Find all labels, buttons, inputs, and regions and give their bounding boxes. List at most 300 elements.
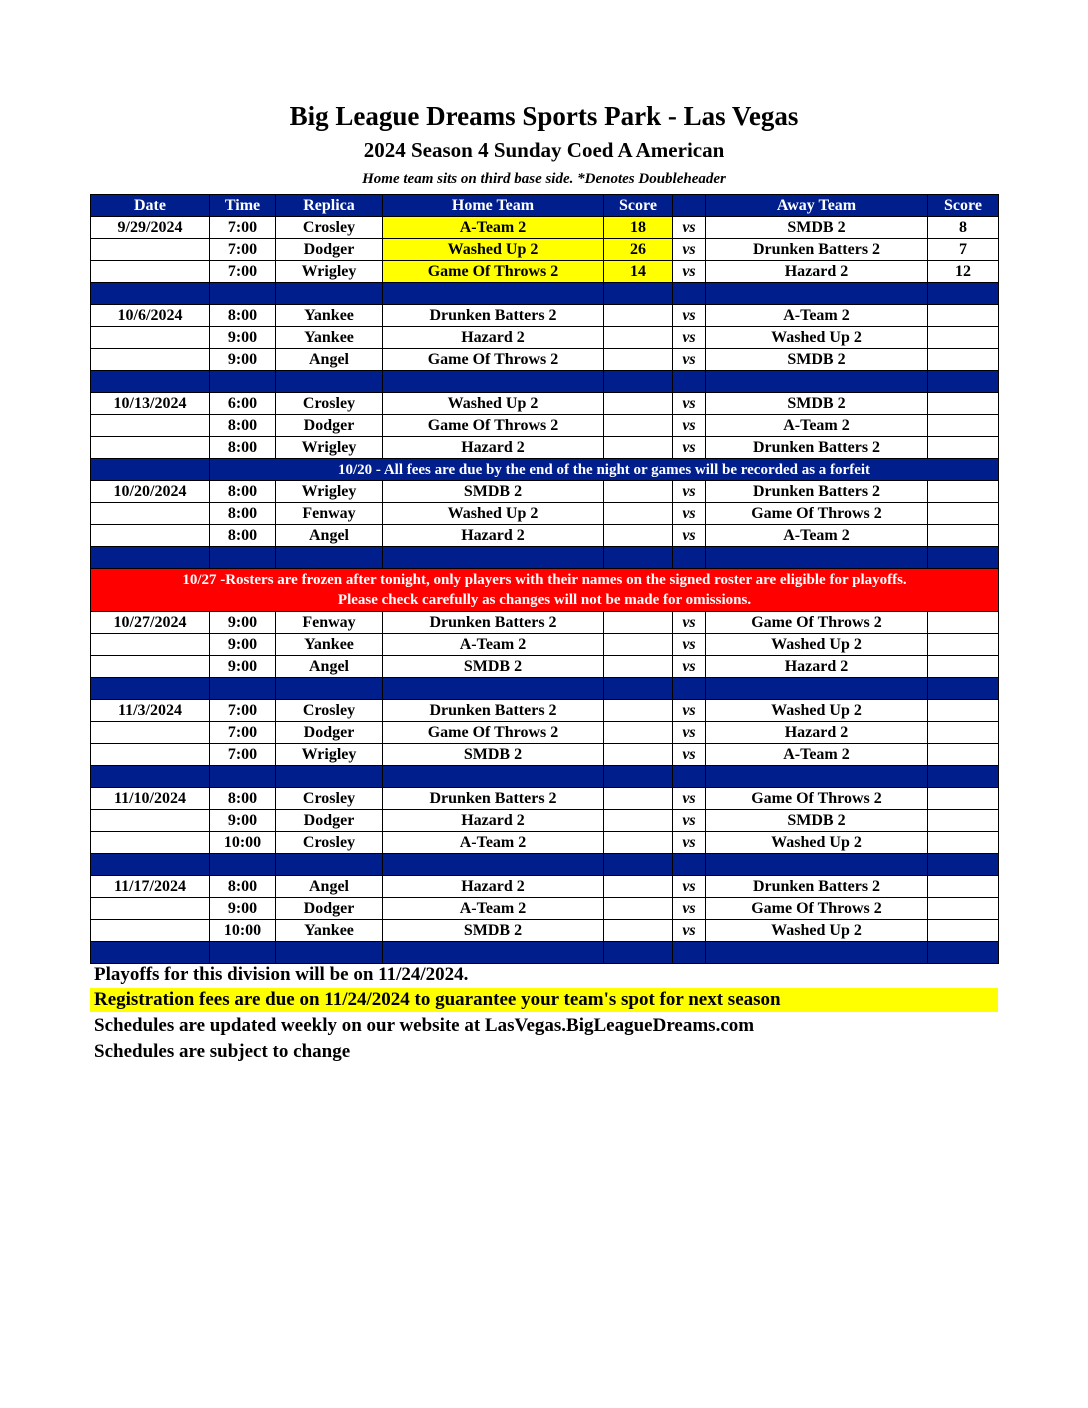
away-score <box>928 327 999 349</box>
home-team: A-Team 2 <box>383 217 604 239</box>
vs-label: vs <box>673 261 706 283</box>
game-replica-field: Crosley <box>276 832 383 854</box>
separator-row <box>91 371 999 393</box>
home-score <box>604 656 673 678</box>
home-team: Game Of Throws 2 <box>383 349 604 371</box>
home-team: Hazard 2 <box>383 437 604 459</box>
column-header-home-team: Home Team <box>383 195 604 217</box>
vs-label: vs <box>673 481 706 503</box>
away-score <box>928 305 999 327</box>
away-team: Washed Up 2 <box>706 634 928 656</box>
away-score <box>928 481 999 503</box>
game-date: 11/3/2024 <box>91 700 210 722</box>
notice-spacer-cell <box>91 459 210 481</box>
away-team: Hazard 2 <box>706 722 928 744</box>
game-replica-field: Yankee <box>276 305 383 327</box>
game-replica-field: Wrigley <box>276 437 383 459</box>
home-score: 14 <box>604 261 673 283</box>
game-replica-field: Wrigley <box>276 261 383 283</box>
home-score <box>604 788 673 810</box>
away-score <box>928 788 999 810</box>
vs-label: vs <box>673 525 706 547</box>
table-row <box>91 349 999 371</box>
separator-row <box>91 942 999 964</box>
home-team: Drunken Batters 2 <box>383 612 604 634</box>
separator-cell <box>706 678 928 700</box>
table-row <box>91 744 999 766</box>
away-team: Hazard 2 <box>706 656 928 678</box>
page-title: Big League Dreams Sports Park - Las Vegas <box>289 101 799 131</box>
table-row <box>91 920 999 942</box>
home-team: Washed Up 2 <box>383 503 604 525</box>
away-score <box>928 634 999 656</box>
separator-cell <box>604 766 673 788</box>
separator-cell <box>91 283 210 305</box>
game-replica-field: Angel <box>276 525 383 547</box>
schedule-table <box>90 194 999 964</box>
away-team: Hazard 2 <box>706 261 928 283</box>
subject-to-change-note: Schedules are subject to change <box>94 1041 351 1062</box>
home-score <box>604 393 673 415</box>
away-score: 7 <box>928 239 999 261</box>
game-date <box>91 656 210 678</box>
vs-label: vs <box>673 810 706 832</box>
game-time: 9:00 <box>210 349 276 371</box>
vs-label: vs <box>673 898 706 920</box>
game-replica-field: Fenway <box>276 503 383 525</box>
away-team: Washed Up 2 <box>706 832 928 854</box>
home-team: Hazard 2 <box>383 327 604 349</box>
separator-cell <box>383 371 604 393</box>
separator-cell <box>91 766 210 788</box>
separator-cell <box>604 371 673 393</box>
separator-cell <box>604 547 673 569</box>
away-team: Game Of Throws 2 <box>706 898 928 920</box>
separator-cell <box>706 942 928 964</box>
table-row <box>91 503 999 525</box>
vs-label: vs <box>673 305 706 327</box>
separator-cell <box>706 283 928 305</box>
game-time: 8:00 <box>210 305 276 327</box>
home-score <box>604 437 673 459</box>
game-date <box>91 722 210 744</box>
vs-label: vs <box>673 217 706 239</box>
home-team: Washed Up 2 <box>383 239 604 261</box>
home-score <box>604 327 673 349</box>
away-team: Drunken Batters 2 <box>706 876 928 898</box>
home-score <box>604 634 673 656</box>
separator-cell <box>383 283 604 305</box>
separator-cell <box>673 942 706 964</box>
home-team: Drunken Batters 2 <box>383 305 604 327</box>
away-score <box>928 810 999 832</box>
game-time: 8:00 <box>210 876 276 898</box>
game-time: 7:00 <box>210 744 276 766</box>
separator-cell <box>383 678 604 700</box>
separator-cell <box>673 283 706 305</box>
column-header-away-score: Score <box>928 195 999 217</box>
separator-cell <box>276 283 383 305</box>
home-team: SMDB 2 <box>383 481 604 503</box>
separator-cell <box>928 854 999 876</box>
game-replica-field: Yankee <box>276 920 383 942</box>
game-time: 10:00 <box>210 832 276 854</box>
away-score <box>928 876 999 898</box>
table-row <box>91 634 999 656</box>
game-date: 10/27/2024 <box>91 612 210 634</box>
game-time: 6:00 <box>210 393 276 415</box>
roster-alert <box>91 569 999 612</box>
home-team: SMDB 2 <box>383 744 604 766</box>
table-row <box>91 239 999 261</box>
game-replica-field: Angel <box>276 349 383 371</box>
vs-label: vs <box>673 656 706 678</box>
game-replica-field: Yankee <box>276 327 383 349</box>
game-date <box>91 437 210 459</box>
fee-notice: 10/20 - All fees are due by the end of the night or games will be recorded as a forfeit <box>210 459 999 481</box>
separator-cell <box>91 854 210 876</box>
game-date <box>91 898 210 920</box>
separator-cell <box>383 942 604 964</box>
table-row <box>91 393 999 415</box>
schedule-note: Home team sits on third base side. *Denotes Doubleheader <box>362 171 726 187</box>
game-date: 10/13/2024 <box>91 393 210 415</box>
game-time: 10:00 <box>210 920 276 942</box>
home-score <box>604 898 673 920</box>
vs-label: vs <box>673 700 706 722</box>
table-row <box>91 700 999 722</box>
game-time: 8:00 <box>210 437 276 459</box>
separator-cell <box>673 547 706 569</box>
game-date <box>91 261 210 283</box>
vs-label: vs <box>673 722 706 744</box>
separator-cell <box>604 942 673 964</box>
page-subtitle: 2024 Season 4 Sunday Coed A American <box>363 138 725 162</box>
table-header-row <box>91 195 999 217</box>
home-score <box>604 744 673 766</box>
away-team: A-Team 2 <box>706 305 928 327</box>
game-date <box>91 327 210 349</box>
away-team: SMDB 2 <box>706 810 928 832</box>
game-replica-field: Dodger <box>276 415 383 437</box>
vs-label: vs <box>673 437 706 459</box>
home-team: Game Of Throws 2 <box>383 261 604 283</box>
separator-cell <box>383 854 604 876</box>
notice-row <box>91 459 999 481</box>
home-team: A-Team 2 <box>383 898 604 920</box>
table-row <box>91 612 999 634</box>
vs-label: vs <box>673 239 706 261</box>
home-score: 26 <box>604 239 673 261</box>
table-row <box>91 722 999 744</box>
away-score <box>928 920 999 942</box>
home-score <box>604 349 673 371</box>
registration-note: Registration fees are due on 11/24/2024 to guarantee your team's spot for next season <box>90 988 998 1012</box>
game-time: 9:00 <box>210 612 276 634</box>
game-date <box>91 503 210 525</box>
home-team: Game Of Throws 2 <box>383 415 604 437</box>
table-row <box>91 305 999 327</box>
separator-cell <box>383 547 604 569</box>
vs-label: vs <box>673 415 706 437</box>
away-team: A-Team 2 <box>706 525 928 547</box>
separator-cell <box>210 547 276 569</box>
game-replica-field: Crosley <box>276 393 383 415</box>
vs-label: vs <box>673 327 706 349</box>
column-header-replica: Replica <box>276 195 383 217</box>
away-team: SMDB 2 <box>706 393 928 415</box>
game-time: 8:00 <box>210 503 276 525</box>
separator-cell <box>928 283 999 305</box>
separator-cell <box>276 942 383 964</box>
separator-cell <box>706 371 928 393</box>
separator-row <box>91 547 999 569</box>
separator-cell <box>91 371 210 393</box>
home-score <box>604 481 673 503</box>
game-date <box>91 634 210 656</box>
game-date: 11/10/2024 <box>91 788 210 810</box>
vs-label: vs <box>673 876 706 898</box>
game-time: 8:00 <box>210 415 276 437</box>
table-row <box>91 788 999 810</box>
home-team: Drunken Batters 2 <box>383 788 604 810</box>
game-replica-field: Wrigley <box>276 744 383 766</box>
game-date <box>91 832 210 854</box>
game-time: 9:00 <box>210 327 276 349</box>
roster-alert-line-2: Please check carefully as changes will not be made for omissions. <box>337 592 752 608</box>
home-score <box>604 305 673 327</box>
vs-label: vs <box>673 634 706 656</box>
away-score <box>928 744 999 766</box>
home-team: SMDB 2 <box>383 656 604 678</box>
game-time: 9:00 <box>210 898 276 920</box>
away-team: Washed Up 2 <box>706 327 928 349</box>
game-time: 9:00 <box>210 810 276 832</box>
table-row <box>91 832 999 854</box>
away-team: Washed Up 2 <box>706 700 928 722</box>
separator-cell <box>210 854 276 876</box>
home-score <box>604 415 673 437</box>
home-team: Hazard 2 <box>383 876 604 898</box>
game-date: 10/20/2024 <box>91 481 210 503</box>
home-team: SMDB 2 <box>383 920 604 942</box>
away-team: Drunken Batters 2 <box>706 437 928 459</box>
column-header-away-team: Away Team <box>706 195 928 217</box>
game-time: 7:00 <box>210 217 276 239</box>
column-header-date: Date <box>91 195 210 217</box>
away-score <box>928 722 999 744</box>
home-score: 18 <box>604 217 673 239</box>
away-score <box>928 349 999 371</box>
away-score <box>928 393 999 415</box>
game-date <box>91 744 210 766</box>
separator-cell <box>276 547 383 569</box>
separator-row <box>91 283 999 305</box>
game-replica-field: Crosley <box>276 700 383 722</box>
home-team: Hazard 2 <box>383 810 604 832</box>
column-header-time: Time <box>210 195 276 217</box>
away-score <box>928 415 999 437</box>
separator-cell <box>604 854 673 876</box>
away-team: Drunken Batters 2 <box>706 239 928 261</box>
away-team: Drunken Batters 2 <box>706 481 928 503</box>
separator-cell <box>928 678 999 700</box>
table-row <box>91 810 999 832</box>
vs-label: vs <box>673 788 706 810</box>
home-score <box>604 810 673 832</box>
game-date <box>91 415 210 437</box>
away-team: Game Of Throws 2 <box>706 788 928 810</box>
home-team: Washed Up 2 <box>383 393 604 415</box>
game-time: 7:00 <box>210 261 276 283</box>
away-score <box>928 437 999 459</box>
separator-cell <box>276 371 383 393</box>
game-replica-field: Angel <box>276 656 383 678</box>
away-score <box>928 898 999 920</box>
alert-row <box>91 569 999 612</box>
column-header-vs <box>673 195 706 217</box>
game-date <box>91 525 210 547</box>
table-row <box>91 525 999 547</box>
game-replica-field: Dodger <box>276 722 383 744</box>
website-note: Schedules are updated weekly on our website at LasVegas.BigLeagueDreams.com <box>94 1015 755 1036</box>
away-score: 12 <box>928 261 999 283</box>
game-replica-field: Dodger <box>276 810 383 832</box>
vs-label: vs <box>673 393 706 415</box>
table-row <box>91 876 999 898</box>
game-replica-field: Crosley <box>276 788 383 810</box>
separator-cell <box>210 942 276 964</box>
separator-cell <box>706 766 928 788</box>
game-replica-field: Yankee <box>276 634 383 656</box>
separator-cell <box>210 678 276 700</box>
game-date <box>91 810 210 832</box>
column-header-home-score: Score <box>604 195 673 217</box>
separator-cell <box>91 942 210 964</box>
game-replica-field: Dodger <box>276 898 383 920</box>
playoffs-note: Playoffs for this division will be on 11/24/2024. <box>94 964 469 985</box>
away-score: 8 <box>928 217 999 239</box>
home-team: Game Of Throws 2 <box>383 722 604 744</box>
vs-label: vs <box>673 832 706 854</box>
separator-cell <box>928 547 999 569</box>
table-row <box>91 437 999 459</box>
separator-cell <box>928 766 999 788</box>
separator-cell <box>91 547 210 569</box>
away-team: SMDB 2 <box>706 349 928 371</box>
away-score <box>928 503 999 525</box>
schedule-body <box>91 217 999 964</box>
game-replica-field: Wrigley <box>276 481 383 503</box>
game-time: 8:00 <box>210 788 276 810</box>
game-replica-field: Dodger <box>276 239 383 261</box>
separator-cell <box>673 678 706 700</box>
game-time: 7:00 <box>210 722 276 744</box>
game-date: 11/17/2024 <box>91 876 210 898</box>
separator-cell <box>706 854 928 876</box>
table-row <box>91 217 999 239</box>
home-score <box>604 832 673 854</box>
separator-cell <box>276 678 383 700</box>
home-score <box>604 876 673 898</box>
separator-cell <box>91 678 210 700</box>
separator-cell <box>928 371 999 393</box>
separator-cell <box>210 371 276 393</box>
away-score <box>928 525 999 547</box>
game-time: 9:00 <box>210 656 276 678</box>
game-time: 9:00 <box>210 634 276 656</box>
away-team: Washed Up 2 <box>706 920 928 942</box>
game-replica-field: Crosley <box>276 217 383 239</box>
game-date <box>91 349 210 371</box>
home-score <box>604 722 673 744</box>
away-team: A-Team 2 <box>706 415 928 437</box>
separator-cell <box>673 854 706 876</box>
home-team: A-Team 2 <box>383 832 604 854</box>
vs-label: vs <box>673 612 706 634</box>
game-replica-field: Fenway <box>276 612 383 634</box>
game-date: 9/29/2024 <box>91 217 210 239</box>
separator-cell <box>276 766 383 788</box>
away-team: A-Team 2 <box>706 744 928 766</box>
separator-cell <box>673 766 706 788</box>
home-score <box>604 612 673 634</box>
separator-cell <box>210 283 276 305</box>
game-replica-field: Angel <box>276 876 383 898</box>
home-score <box>604 700 673 722</box>
separator-cell <box>928 942 999 964</box>
home-score <box>604 525 673 547</box>
game-time: 8:00 <box>210 481 276 503</box>
vs-label: vs <box>673 920 706 942</box>
separator-row <box>91 678 999 700</box>
separator-cell <box>276 854 383 876</box>
away-score <box>928 700 999 722</box>
game-time: 7:00 <box>210 239 276 261</box>
separator-row <box>91 766 999 788</box>
separator-row <box>91 854 999 876</box>
table-row <box>91 327 999 349</box>
game-date <box>91 239 210 261</box>
away-team: SMDB 2 <box>706 217 928 239</box>
separator-cell <box>210 766 276 788</box>
away-score <box>928 832 999 854</box>
away-score <box>928 612 999 634</box>
home-score <box>604 503 673 525</box>
vs-label: vs <box>673 503 706 525</box>
table-row <box>91 261 999 283</box>
game-date <box>91 920 210 942</box>
home-team: Drunken Batters 2 <box>383 700 604 722</box>
table-row <box>91 656 999 678</box>
game-time: 7:00 <box>210 700 276 722</box>
game-time: 8:00 <box>210 525 276 547</box>
table-row <box>91 481 999 503</box>
home-team: A-Team 2 <box>383 634 604 656</box>
game-date: 10/6/2024 <box>91 305 210 327</box>
home-team: Hazard 2 <box>383 525 604 547</box>
vs-label: vs <box>673 349 706 371</box>
home-score <box>604 920 673 942</box>
away-score <box>928 656 999 678</box>
table-row <box>91 415 999 437</box>
roster-alert-line-1: 10/27 -Rosters are frozen after tonight, only players with their names on the signed roster are eligible for playoffs. <box>182 572 907 588</box>
vs-label: vs <box>673 744 706 766</box>
separator-cell <box>706 547 928 569</box>
separator-cell <box>604 678 673 700</box>
away-team: Game Of Throws 2 <box>706 503 928 525</box>
separator-cell <box>383 766 604 788</box>
